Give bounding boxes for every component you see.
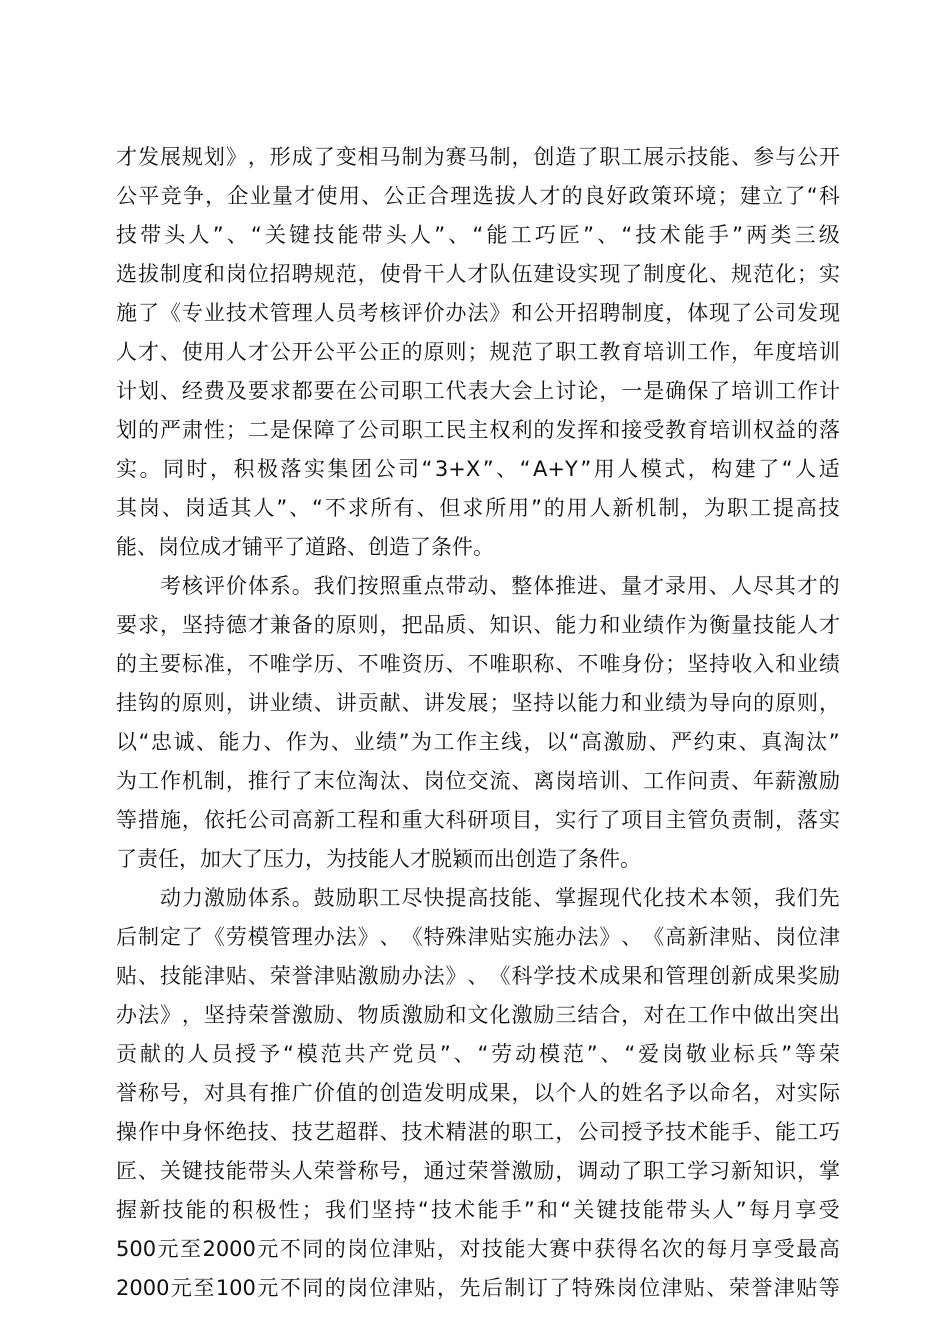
text-line: 了责任，加大了压力，为技能人才脱颖而出创造了条件。	[116, 847, 641, 871]
text-line: 贡 献 的 人 员 授 予 “ 模 范 共 产 党 员 ” 、 “ 劳 动 模 范 ” 、 “ 爱 岗 敬 业 标 兵 ” 等 荣	[116, 1042, 840, 1066]
text-line: 为 工 作 机 制 ， 推 行 了 末 位 淘 汰 、 岗 位 交 流 、 离 岗 培 训 、 工 作 问 责 、 年 薪 激 励	[116, 769, 840, 793]
text-line: 能、岗位成才铺平了道路、创造了条件。	[116, 535, 494, 559]
text-line: 办 法 》 ， 坚 持 荣 誉 激 励 、 物 质 激 励 和 文 化 激 励 三 结 合 ， 对 在 工 作 中 做 出 突 出	[116, 1003, 840, 1027]
text-line: 匠 、 关 键 技 能 带 头 人 荣 誉 称 号 ， 通 过 荣 誉 激 励 ， 调 动 了 职 工 学 习 新 知 识 ， 掌	[116, 1159, 840, 1183]
text-line: 选 拔 制 度 和 岗 位 招 聘 规 范 ， 使 骨 干 人 才 队 伍 建 设 实 现 了 制 度 化 、 规 范 化 ； 实	[116, 262, 840, 286]
text-line: 施 了 《 专 业 技 术 管 理 人 员 考 核 评 价 办 法 》 和 公 开 招 聘 制 度 ， 体 现 了 公 司 发 现	[116, 301, 840, 325]
text-line: 动 力 激 励 体 系 。 鼓 励 职 工 尽 快 提 高 技 能 、 掌 握 现 代 化 技 术 本 领 ， 我 们 先	[160, 886, 840, 910]
text-line: 其 岗 、 岗 适 其 人 ” 、 “ 不 求 所 有 、 但 求 所 用 ” 的 用 人 新 机 制 ， 为 职 工 提 高 技	[116, 496, 840, 520]
text-line: 才 发 展 规 划 》 ， 形 成 了 变 相 马 制 为 赛 马 制 ， 创 造 了 职 工 展 示 技 能 、 参 与 公 开	[116, 145, 840, 169]
text-line: 以 “ 忠 诚 、 能 力 、 作 为 、 业 绩 ” 为 工 作 主 线 ， 以 “ 高 激 励 、 严 约 束 、 真 淘 汰 ”	[116, 730, 840, 754]
text-line: 贴 、 技 能 津 贴 、 荣 誉 津 贴 激 励 办 法 》 、 《 科 学 技 术 成 果 和 管 理 创 新 成 果 奖 励	[116, 964, 840, 988]
text-line: 考 核 评 价 体 系 。 我 们 按 照 重 点 带 动 、 整 体 推 进 、 量 才 录 用 、 人 尽 其 才 的	[160, 574, 840, 598]
text-line: 挂 钩 的 原 则 ， 讲 业 绩 、 讲 贡 献 、 讲 发 展 ； 坚 持 以 能 力 和 业 绩 为 导 向 的 原 则 ，	[116, 691, 840, 715]
text-line: 后 制 定 了 《 劳 模 管 理 办 法 》 、 《 特 殊 津 贴 实 施 办 法 》 、 《 高 新 津 贴 、 岗 位 津	[116, 925, 840, 949]
text-line: 计 划 、 经 费 及 要 求 都 要 在 公 司 职 工 代 表 大 会 上 讨 论 ， 一 是 确 保 了 培 训 工 作 计	[116, 379, 840, 403]
text-line: 实 。 同 时 ， 积 极 落 实 集 团 公 司 “ 3+X ” 、 “ A+Y ” 用 人 模 式 ， 构 建 了 “ 人 适	[116, 457, 840, 481]
text-line: 2000 元 至 100 元 不 同 的 岗 位 津 贴 ， 先 后 制 订 了 特 殊 岗 位 津 贴 、 荣 誉 津 贴 等	[116, 1276, 840, 1300]
text-line: 等 措 施 ， 依 托 公 司 高 新 工 程 和 重 大 科 研 项 目 ， 实 行 了 项 目 主 管 负 责 制 ， 落 实	[116, 808, 840, 832]
text-line: 的 主 要 标 准 ， 不 唯 学 历 、 不 唯 资 历 、 不 唯 职 称 、 不 唯 身 份 ； 坚 持 收 入 和 业 绩	[116, 652, 840, 676]
text-line: 要 求 ， 坚 持 德 才 兼 备 的 原 则 ， 把 品 质 、 知 识 、 能 力 和 业 绩 作 为 衡 量 技 能 人 才	[116, 613, 840, 637]
text-line: 誉 称 号 ， 对 具 有 推 广 价 值 的 创 造 发 明 成 果 ， 以 个 人 的 姓 名 予 以 命 名 ， 对 实 际	[116, 1081, 840, 1105]
body-text	[116, 138, 840, 1308]
text-line: 划 的 严 肃 性 ； 二 是 保 障 了 公 司 职 工 民 主 权 利 的 发 挥 和 接 受 教 育 培 训 权 益 的 落	[116, 418, 840, 442]
text-line: 公 平 竞 争 ， 企 业 量 才 使 用 、 公 正 合 理 选 拔 人 才 的 良 好 政 策 环 境 ； 建 立 了 “ 科	[116, 184, 840, 208]
text-line: 500 元 至 2000 元 不 同 的 岗 位 津 贴 ， 对 技 能 大 赛 中 获 得 名 次 的 每 月 享 受 最 高	[116, 1237, 840, 1261]
text-line: 操 作 中 身 怀 绝 技 、 技 艺 超 群 、 技 术 精 湛 的 职 工 ， 公 司 授 予 技 术 能 手 、 能 工 巧	[116, 1120, 840, 1144]
text-line: 握 新 技 能 的 积 极 性 ； 我 们 坚 持 “ 技 术 能 手 ” 和 “ 关 键 技 能 带 头 人 ” 每 月 享 受	[116, 1198, 840, 1222]
text-line: 人 才 、 使 用 人 才 公 开 公 平 公 正 的 原 则 ； 规 范 了 职 工 教 育 培 训 工 作 ， 年 度 培 训	[116, 340, 840, 364]
text-line: 技 带 头 人 ” 、 “ 关 键 技 能 带 头 人 ” 、 “ 能 工 巧 匠 ” 、 “ 技 术 能 手 ” 两 类 三 级	[116, 223, 840, 247]
